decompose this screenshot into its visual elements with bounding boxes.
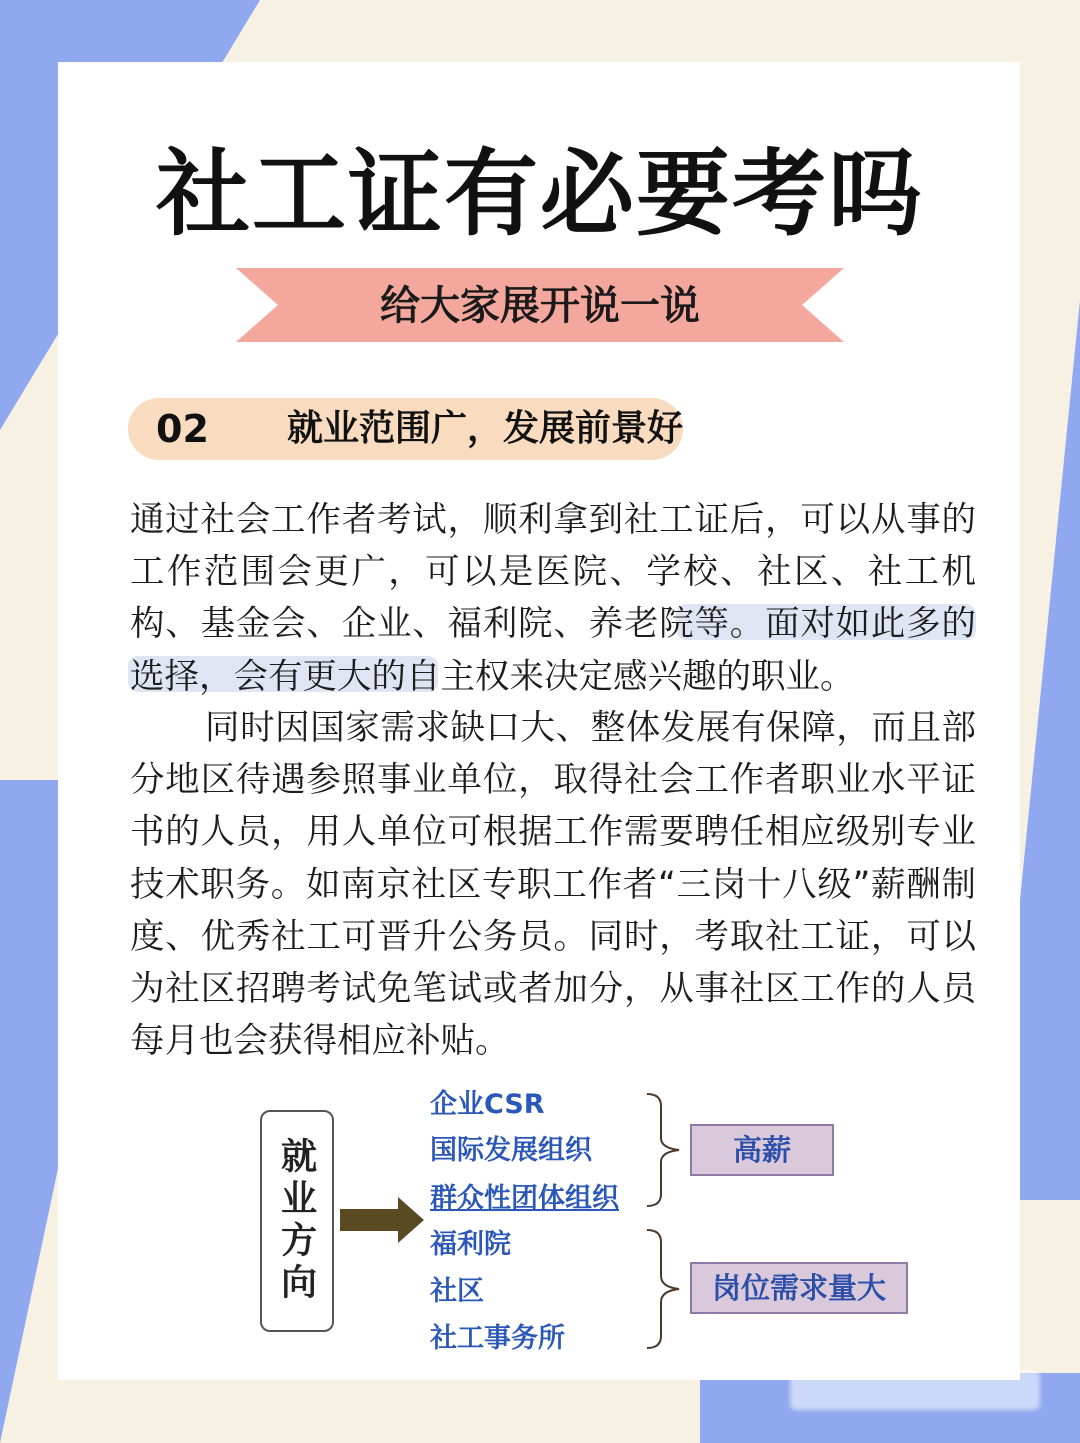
subtitle-ribbon	[236, 268, 844, 342]
employment-direction-box	[260, 1110, 334, 1332]
section-heading: 就业范围广，发展前景好	[287, 408, 684, 449]
employment-direction-label: 就业方向	[275, 1137, 318, 1305]
org-item: 群众性团体组织	[430, 1183, 619, 1214]
bracket-upper	[645, 1092, 685, 1208]
paragraph-1: 通过社会工作者考试，顺利拿到社工证后，可以从事的工作范围会更广，可以是医院、学校、社区、社工机构、基金会、企业、福利院、养老院等。面对如此多的选择，会有更大的自主权来决定感兴趣的职业。	[130, 500, 976, 697]
section-number: 02	[156, 407, 209, 451]
org-item: 企业CSR	[430, 1089, 545, 1120]
org-item: 福利院	[430, 1229, 511, 1260]
org-item: 国际发展组织	[430, 1135, 592, 1166]
tag-high-demand: 岗位需求量大	[690, 1262, 908, 1314]
page-title: 社工证有必要考吗	[155, 139, 924, 249]
arrow-right-icon	[340, 1195, 425, 1245]
watermark-blur	[790, 1370, 1040, 1410]
paragraph-2: 同时因国家需求缺口大、整体发展有保障，而且部分地区待遇参照事业单位，取得社会工作者职业水平证书的人员，用人单位可根据工作需要聘任相应级别专业技术职务。如南京社区专职工作者“三岗十八级”薪酬制度、优秀社工可晋升公务员。同时，考取社工证，可以为社区招聘考试免笔试或者加分，从事社区工作的人员每月也会获得相应补贴。	[130, 708, 976, 1062]
subtitle-text: 给大家展开说一说	[380, 283, 700, 329]
org-item: 社区	[430, 1276, 484, 1307]
org-item: 社工事务所	[430, 1323, 565, 1354]
tag-high-salary: 高薪	[690, 1124, 834, 1176]
bracket-lower	[645, 1228, 685, 1350]
